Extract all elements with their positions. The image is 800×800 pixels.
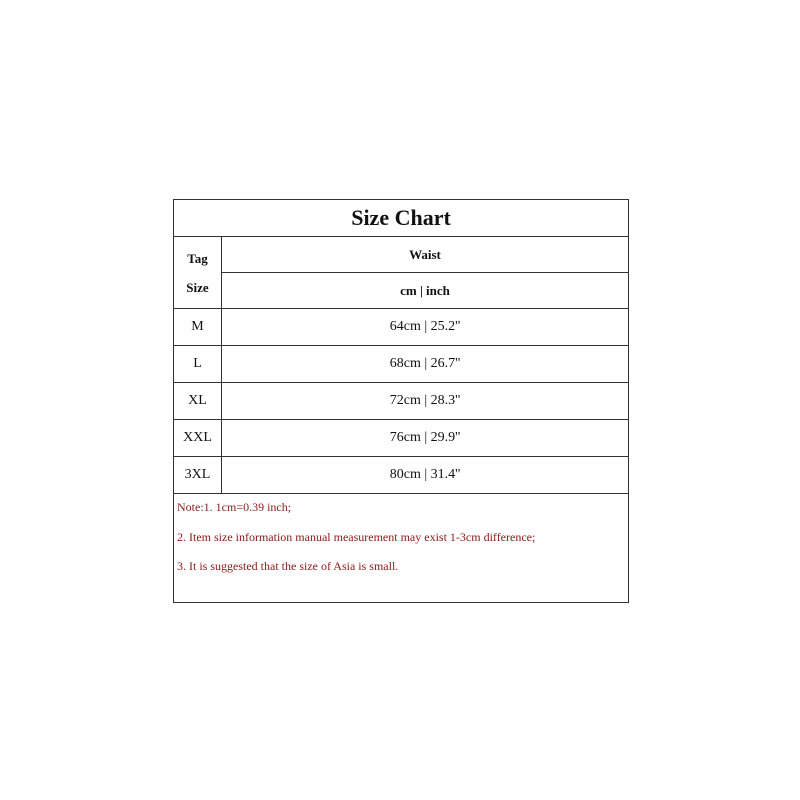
table-row xyxy=(174,346,629,383)
note-line: 3. It is suggested that the size of Asia is small. xyxy=(177,559,399,573)
size-chart-table xyxy=(173,199,629,603)
waist-cell: 68cm | 26.7'' xyxy=(222,346,629,383)
size-cell: M xyxy=(174,309,222,346)
units-header: cm | inch xyxy=(222,273,629,309)
size-cell: XXL xyxy=(174,420,222,457)
tag-size-header-line1: Tag xyxy=(187,250,208,266)
size-cell: XL xyxy=(174,383,222,420)
note-line: Note:1. 1cm=0.39 inch; xyxy=(177,500,292,514)
table-row xyxy=(174,457,629,494)
size-cell: L xyxy=(174,346,222,383)
waist-cell: 64cm | 25.2'' xyxy=(222,309,629,346)
table-row xyxy=(174,309,629,346)
tag-size-header xyxy=(174,237,222,309)
chart-title: Size Chart xyxy=(174,200,629,237)
waist-cell: 72cm | 28.3'' xyxy=(222,383,629,420)
waist-header: Waist xyxy=(222,237,629,273)
waist-cell: 76cm | 29.9'' xyxy=(222,420,629,457)
size-cell: 3XL xyxy=(174,457,222,494)
note-line: 2. Item size information manual measurement may exist 1-3cm difference; xyxy=(177,530,536,544)
table-row xyxy=(174,383,629,420)
tag-size-header-line2: Size xyxy=(186,279,209,295)
notes-section xyxy=(174,494,629,603)
table-row xyxy=(174,420,629,457)
waist-cell: 80cm | 31.4'' xyxy=(222,457,629,494)
